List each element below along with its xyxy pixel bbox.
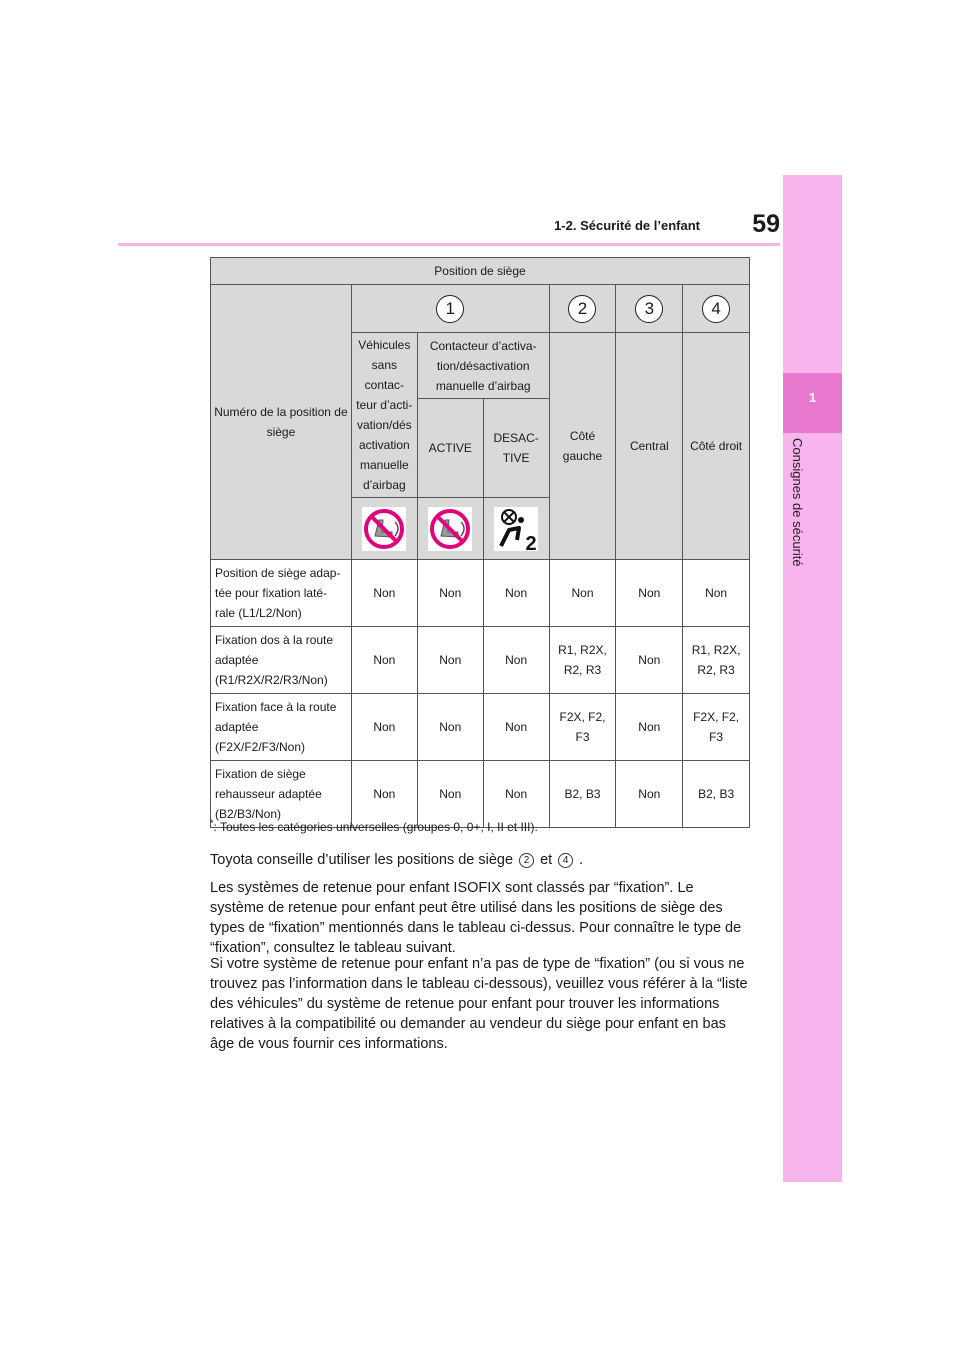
table-cell: Non — [483, 694, 549, 761]
icon-cell-3 — [483, 498, 549, 560]
table-cell: B2, B3 — [683, 761, 750, 828]
table-cell: R1, R2X, R2, R3 — [549, 627, 616, 694]
icon-cell-2 — [417, 498, 483, 560]
table-cell: Non — [616, 627, 683, 694]
footnote-text: : Toutes les catégories universelles (groupes 0, 0+, I, II et III). — [213, 820, 538, 834]
no-child-seat-airbag-icon — [427, 506, 473, 552]
position-1-badge: 1 — [436, 295, 464, 323]
position-2-badge: 2 — [568, 295, 596, 323]
chapter-label: Consignes de sécurité — [790, 438, 805, 567]
table-cell: Non — [417, 761, 483, 828]
table-cell: Non — [417, 627, 483, 694]
seat-position-4-badge: 4 — [558, 853, 573, 868]
col-active: ACTIVE — [417, 399, 483, 498]
recommendation-text-after: . — [579, 852, 584, 868]
position-2-header — [549, 285, 616, 333]
row-2-label: Fixation dos à la route adaptée (R1/R2X/R2/R3/Non) — [211, 627, 352, 694]
recommendation-text-middle: et — [540, 852, 553, 868]
table-footnote — [210, 818, 538, 834]
chapter-side-tab — [783, 175, 842, 1182]
table-title: Position de siège — [211, 258, 750, 285]
table-cell: F2X, F2, F3 — [549, 694, 616, 761]
chapter-number: 1 — [808, 390, 817, 405]
icon-cell-1 — [351, 498, 417, 560]
table-cell: R1, R2X, R2, R3 — [683, 627, 750, 694]
position-4-badge: 4 — [702, 295, 730, 323]
table-cell: F2X, F2, F3 — [683, 694, 750, 761]
table-cell: Non — [483, 627, 549, 694]
footnote-marker: * — [210, 818, 214, 828]
header-rule — [118, 243, 780, 246]
table-cell: Non — [616, 694, 683, 761]
recommendation-text-before: Toyota conseille d’utiliser les positions de siège — [210, 852, 514, 868]
table-cell: Non — [417, 694, 483, 761]
position-4-header — [683, 285, 750, 333]
table-cell: Non — [616, 560, 683, 627]
no-child-seat-airbag-icon — [361, 506, 407, 552]
row-4-label: Fixation de siège rehausseur adaptée (B2/B3/Non) — [211, 761, 352, 828]
table-cell: Non — [417, 560, 483, 627]
col-right: Côté droit — [683, 333, 750, 560]
table-cell: Non — [683, 560, 750, 627]
col-vehicles-no-switch: Véhicules sans contac- teur d’acti- vation/dés activation manuelle d’airbag — [351, 333, 417, 498]
seat-position-table — [210, 257, 750, 828]
seat-position-2-badge: 2 — [519, 853, 534, 868]
section-title: 1-2. Sécurité de l’enfant — [554, 218, 700, 233]
table-cell: B2, B3 — [549, 761, 616, 828]
row-header-label: Numéro de la position de siège — [211, 285, 352, 560]
col-airbag-switch: Contacteur d’activa- tion/désactivation manuelle d’airbag — [417, 333, 549, 399]
position-1-header — [351, 285, 549, 333]
table-cell: Non — [549, 560, 616, 627]
page-number: 59 — [752, 210, 780, 238]
fixation-help-paragraph: Si votre système de retenue pour enfant n’a pas de type de “fixation” (ou si vous ne trouvez pas l’information dans le tableau ci-dessous), veuillez vous référer à la “liste des véhicules” du système de retenue pour enfant pour trouver les informations relatives à la compatibilité ou demander au vendeur du siège pour enfant en bas âge de vous fournir ces informations. — [210, 956, 748, 1052]
table-cell: Non — [616, 761, 683, 828]
isofix-paragraph: Les systèmes de retenue pour enfant ISOFIX sont classés par “fixation”. Le système de retenue pour enfant peut être utilisé dans les positions de siège des types de “fixation” mentionnés dans le tableau ci-dessus. Pour connaître le type de “fixation”, consultez le tableau suivant. — [210, 880, 742, 956]
table-cell: Non — [351, 560, 417, 627]
col-center: Central — [616, 333, 683, 560]
position-3-header — [616, 285, 683, 333]
table-cell: Non — [351, 761, 417, 828]
row-1-label: Position de siège adap- tée pour fixation laté- rale (L1/L2/Non) — [211, 560, 352, 627]
position-3-badge: 3 — [635, 295, 663, 323]
airbag-off-passenger-icon — [493, 506, 539, 552]
col-desactive: DESAC- TIVE — [483, 399, 549, 498]
table-cell: Non — [483, 560, 549, 627]
recommendation-line — [210, 850, 750, 870]
col-left: Côté gauche — [549, 333, 616, 560]
table-cell: Non — [483, 761, 549, 828]
table-cell: Non — [351, 694, 417, 761]
table-cell: Non — [351, 627, 417, 694]
airbag-icon-number: 2 — [525, 532, 537, 552]
row-3-label: Fixation face à la route adaptée (F2X/F2/F3/Non) — [211, 694, 352, 761]
